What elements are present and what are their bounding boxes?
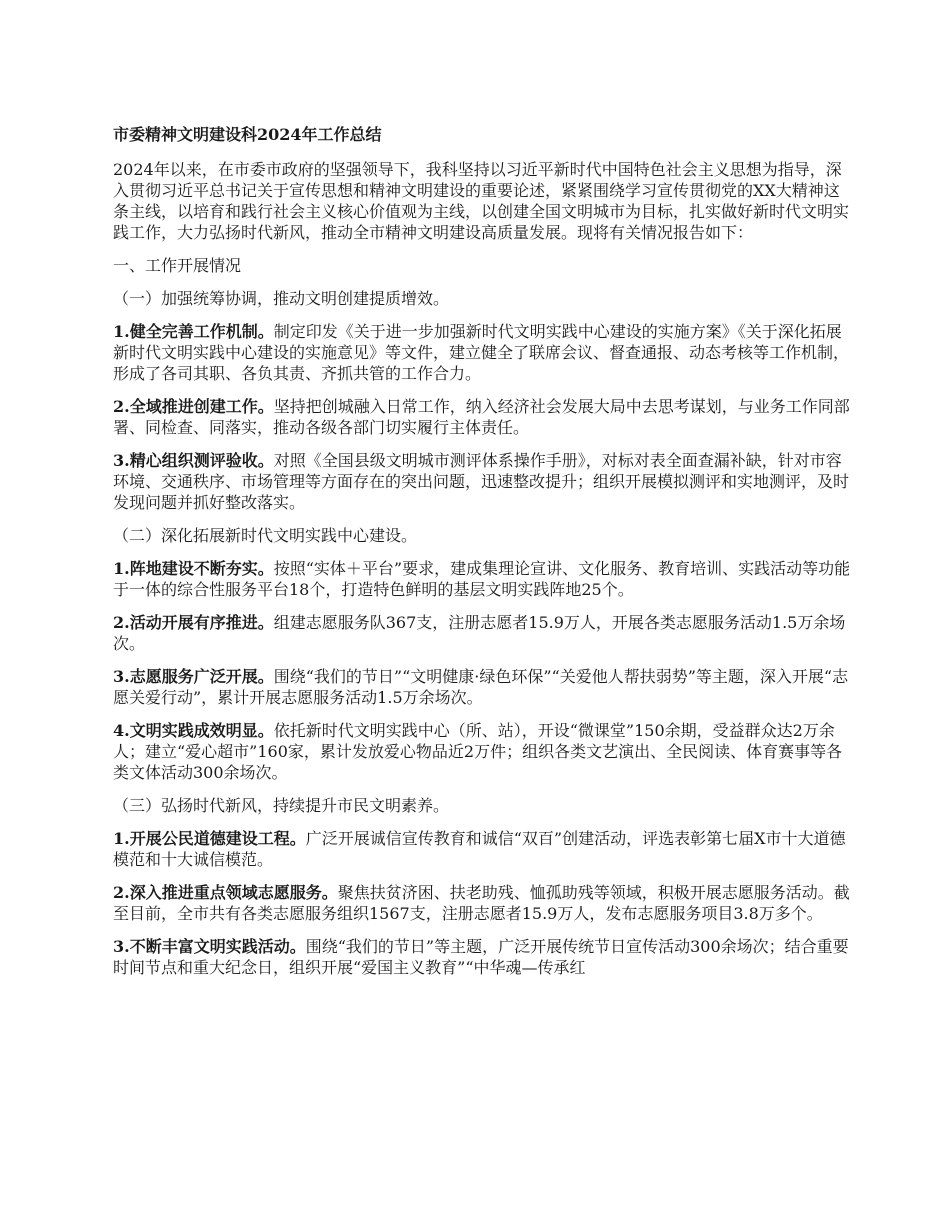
paragraph-2-2 — [113, 612, 851, 654]
paragraph-3-3 — [113, 936, 851, 978]
subsection-heading-1: （一）加强统筹协调，推动文明创建提质增效。 — [113, 289, 450, 308]
document-page — [113, 124, 851, 990]
paragraph-2-3 — [113, 666, 851, 708]
paragraph-text: 聚焦扶贫济困、扶老助残、恤孤助残等领域，积极开展志愿服务活动。截至目前，全市共有各类志愿服务组织1567支，注册志愿者15.9万人，发布志愿服务项目3.8万多个。 — [113, 883, 850, 923]
paragraph-lead: 2.活动开展有序推进。 — [113, 613, 274, 632]
paragraph-lead: 1.阵地建设不断夯实。 — [113, 559, 274, 578]
paragraph-lead: 3.精心组织测评验收。 — [113, 451, 274, 470]
paragraph-lead: 2.全域推进创建工作。 — [113, 397, 274, 416]
paragraph-lead: 1.开展公民道德建设工程。 — [113, 829, 306, 848]
paragraph-text: 按照“实体＋平台”要求，建成集理论宣讲、文化服务、教育培训、实践活动等功能于一体的综合性服务平台18个，打造特色鲜明的基层文明实践阵地25个。 — [113, 559, 851, 599]
paragraph-3-2 — [113, 882, 851, 924]
paragraph-3-1 — [113, 828, 851, 870]
paragraph-lead: 3.不断丰富文明实践活动。 — [113, 937, 306, 956]
paragraph-text: 广泛开展诚信宣传教育和诚信“双百”创建活动，评选表彰第七届X市十大道德模范和十大诚信模范。 — [113, 829, 846, 869]
paragraph-text: 依托新时代文明实践中心（所、站），开设“微课堂”150余期，受益群众达2万余人；建立“爱心超市”160家，累计发放爱心物品近2万件；组织各类文艺演出、全民阅读、体育赛事等各类文体活动300余场次。 — [113, 721, 843, 782]
paragraph-lead: 2.深入推进重点领域志愿服务。 — [113, 883, 338, 902]
paragraph-text: 组建志愿服务队367支，注册志愿者15.9万人，开展各类志愿服务活动1.5万余场次。 — [113, 613, 846, 653]
paragraph-2-4 — [113, 720, 851, 783]
paragraph-1-3 — [113, 450, 851, 513]
section-heading-1: 一、工作开展情况 — [113, 256, 242, 275]
subsection-heading-3: （三）弘扬时代新风，持续提升市民文明素养。 — [113, 796, 450, 815]
intro-paragraph: 2024年以来，在市委市政府的坚强领导下，我科坚持以习近平新时代中国特色社会主义思想为指导，深入贯彻习近平总书记关于宣传思想和精神文明建设的重要论述，紧紧围绕学习宣传贯彻党的XX大精神这条主线，以培育和践行社会主义核心价值观为主线，以创建全国文明城市为目标，扎实做好新时代文明实践工作，大力弘扬时代新风，推动全市精神文明建设高质量发展。现将有关情况报告如下： — [113, 160, 850, 242]
paragraph-text: 制定印发《关于进一步加强新时代文明实践中心建设的实施方案》《关于深化拓展新时代文明实践中心建设的实施意见》等文件，建立健全了联席会议、督查通报、动态考核等工作机制，形成了各司其职、各负其责、齐抓共管的工作合力。 — [113, 322, 850, 383]
subsection-heading-2: （二）深化拓展新时代文明实践中心建设。 — [113, 526, 418, 545]
paragraph-2-1 — [113, 558, 851, 600]
document-title: 市委精神文明建设科2024年工作总结 — [113, 125, 382, 144]
paragraph-text: 围绕“我们的节日”“文明健康·绿色环保”“关爱他人帮扶弱势”等主题，深入开展“志愿关爱行动”，累计开展志愿服务活动1.5万余场次。 — [113, 667, 849, 707]
paragraph-lead: 3.志愿服务广泛开展。 — [113, 667, 274, 686]
paragraph-lead: 1.健全完善工作机制。 — [113, 322, 274, 341]
paragraph-1-2 — [113, 396, 851, 438]
paragraph-text: 对照《全国县级文明城市测评体系操作手册》，对标对表全面查漏补缺，针对市容环境、交通秩序、市场管理等方面存在的突出问题，迅速整改提升；组织开展模拟测评和实地测评，及时发现问题并抓好整改落实。 — [113, 451, 850, 512]
paragraph-lead: 4.文明实践成效明显。 — [113, 721, 274, 740]
paragraph-text: 围绕“我们的节日”等主题，广泛开展传统节日宣传活动300余场次；结合重要时间节点和重大纪念日，组织开展“爱国主义教育”“中华魂—传承红 — [113, 937, 849, 977]
paragraph-text: 坚持把创城融入日常工作，纳入经济社会发展大局中去思考谋划，与业务工作同部署、同检查、同落实，推动各级各部门切实履行主体责任。 — [113, 397, 850, 437]
paragraph-1-1 — [113, 321, 851, 384]
